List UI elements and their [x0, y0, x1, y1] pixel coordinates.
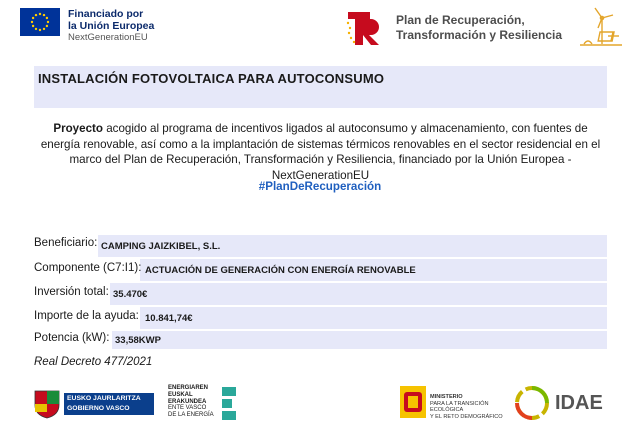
prtr-logo-icon — [344, 8, 386, 48]
ministerio-transicion-logo — [400, 386, 506, 420]
eu-funding-text — [68, 8, 154, 44]
hashtag: #PlanDeRecuperación — [258, 180, 382, 193]
ayuda-box — [140, 307, 607, 329]
page-title: INSTALACIÓN FOTOVOLTAICA PARA AUTOCONSUMO — [38, 71, 385, 86]
beneficiario-label: Beneficiario: — [34, 237, 98, 249]
gobierno-vasco-logo — [34, 389, 154, 419]
eu-line-1: Financiado por — [68, 8, 144, 20]
inversion-box — [110, 283, 607, 305]
ayuda-label: Importe de la ayuda: — [34, 310, 139, 322]
ente-mark-icon — [222, 387, 236, 421]
potencia-label: Potencia (kW): — [34, 332, 110, 344]
min-line-3: Y EL RETO DEMOGRÁFICO — [430, 413, 503, 420]
ayuda-value: 10.841,74€ — [145, 313, 193, 324]
ente-vasco-energia-logo — [168, 385, 238, 425]
eu-line-3: NextGenerationEU — [68, 32, 148, 43]
ente-line-2: EUSKAL ERAKUNDEA — [168, 392, 207, 405]
eu-stars-icon — [20, 8, 60, 36]
ente-line-1: ENERGIAREN — [168, 385, 209, 391]
min-line-1: MINISTERIO — [430, 394, 463, 400]
inversion-value: 35.470€ — [113, 289, 148, 300]
componente-label: Componente (C7:I1): — [34, 262, 142, 274]
basque-line-1: EUSKO JAURLARITZA — [67, 395, 141, 402]
description-body: acogido al programa de incentivos ligados al autoconsumo y almacenamiento, con fuentes de energía renovable, así como a la implantación de sistemas térmicos renovables en el sector residencial en el marco del Plan de Recuperación, Transformación y Resiliencia, financiado por la Unión Europea - NextGenerationEU — [40, 122, 601, 182]
description-lead: Proyecto — [53, 122, 103, 135]
project-description — [34, 121, 607, 183]
solar-wind-icon — [578, 4, 624, 50]
plan-line-2: Transformación y Resiliencia — [396, 28, 563, 42]
decree-reference: Real Decreto 477/2021 — [34, 356, 153, 368]
inversion-label: Inversión total: — [34, 286, 109, 298]
beneficiario-value: CAMPING JAIZKIBEL, S.L. — [101, 241, 221, 252]
potencia-value: 33,58KWP — [115, 335, 161, 346]
componente-value: ACTUACIÓN DE GENERACIÓN CON ENERGÍA RENOVABLE — [145, 265, 416, 276]
eu-flag-logo — [20, 8, 60, 36]
potencia-box — [112, 331, 607, 349]
idae-logo — [515, 386, 625, 420]
plan-recuperacion-text — [396, 13, 562, 43]
plan-line-1: Plan de Recuperación, — [396, 13, 525, 27]
idae-wordmark: IDAE — [555, 392, 603, 414]
spain-coat-of-arms-icon — [400, 386, 426, 418]
min-line-2: PARA LA TRANSICIÓN ECOLÓGICA — [430, 400, 489, 413]
ente-line-3: ENTE VASCO — [168, 405, 207, 411]
idae-mark-icon — [515, 386, 549, 420]
basque-shield-icon — [34, 389, 60, 419]
eu-line-2: la Unión Europea — [68, 20, 155, 32]
ente-line-4: DE LA ENERGÍA — [168, 412, 214, 418]
basque-line-2: GOBIERNO VASCO — [67, 405, 130, 412]
